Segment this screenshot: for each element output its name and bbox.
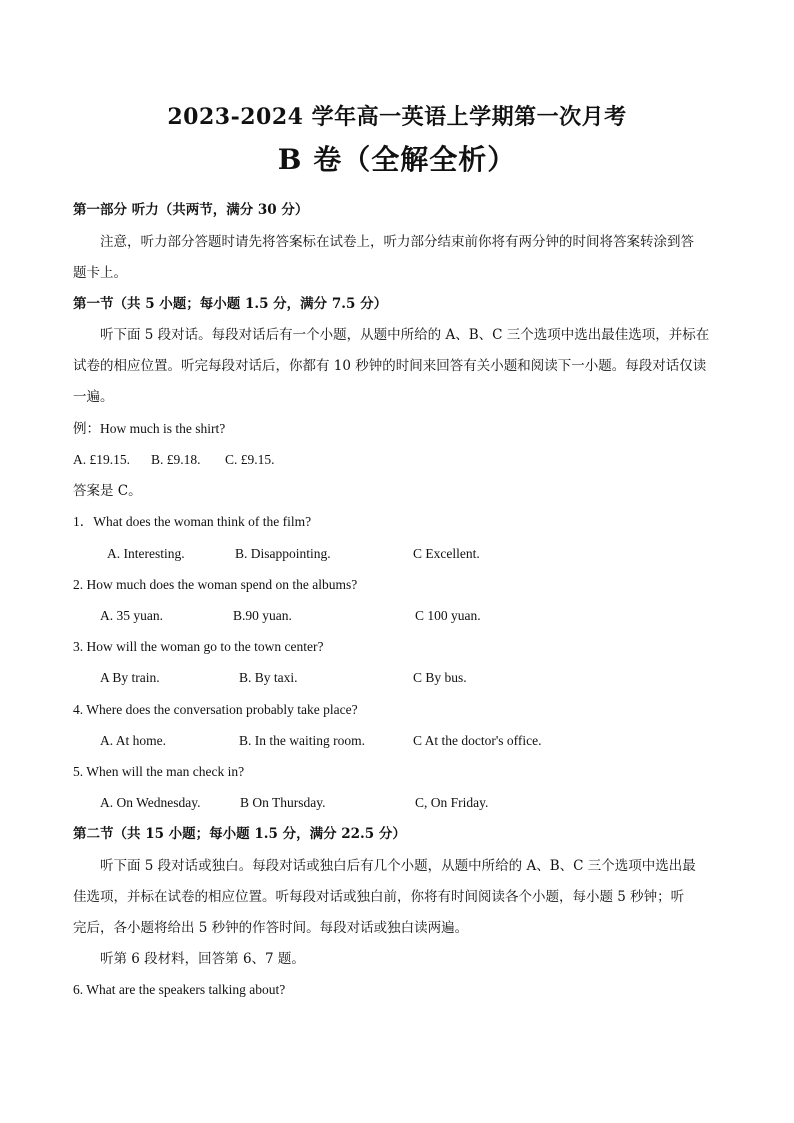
example-option-b: B. £9.18. [151,452,201,467]
part1-note-line1: 注意，听力部分答题时请先将答案标在试卷上，听力部分结束前你将有两分钟的时间将答案转涂到答 [100,234,694,250]
section1-intro-line3: 一遍。 [73,389,114,405]
q3-option-b: B. By taxi. [239,670,298,685]
section1-heading: 第一节（共 5 小题；每小题 1.5 分，满分 7.5 分） [73,296,388,312]
document-title: 2023-2024 学年高一英语上学期第一次月考 [167,104,627,130]
question-1: 1．What does the woman think of the film? [73,514,312,529]
section2-intro-line3: 完后，各小题将给出 5 秒钟的作答时间。每段对话或独白读两遍。 [73,920,469,936]
question-6: 6. What are the speakers talking about? [73,982,286,997]
section2-heading: 第二节（共 15 小题；每小题 1.5 分，满分 22.5 分） [73,826,406,842]
example-option-a: A. £19.15. [73,452,130,467]
q3-option-c: C By bus. [413,670,467,685]
material-instruction: 听第 6 段材料，回答第 6、7 题。 [100,951,305,967]
q5-option-b: B On Thursday. [240,795,326,810]
question-2: 2. How much does the woman spend on the albums? [73,577,358,592]
example-answer: 答案是 C。 [73,483,142,499]
section1-intro-line2: 试卷的相应位置。听完每段对话后，你都有 10 秒钟的时间来回答有关小题和阅读下一小题。每段对话仅读 [73,358,707,374]
section2-intro-line1: 听下面 5 段对话或独白。每段对话或独白后有几个小题，从题中所给的 A、B、C 三个选项中选出最 [100,858,696,874]
q2-option-a: A. 35 yuan. [100,608,163,623]
question-3: 3. How will the woman go to the town center? [73,639,324,654]
q4-option-c: C At the doctor's office. [413,733,542,748]
example-option-c: C. £9.15. [225,452,275,467]
part1-note-line2: 题卡上。 [73,265,127,281]
section2-intro-line2: 佳选项，并标在试卷的相应位置。听每段对话或独白前，你将有时间阅读各个小题，每小题 5 秒钟；听 [73,889,685,905]
question-5: 5. When will the man check in? [73,764,245,779]
part1-heading: 第一部分 听力（共两节，满分 30 分） [73,202,309,218]
section1-intro-line1: 听下面 5 段对话。每段对话后有一个小题，从题中所给的 A、B、C 三个选项中选出最佳选项，并标在 [100,327,710,343]
q3-option-a: A By train. [100,670,160,685]
q5-option-c: C, On Friday. [415,795,489,810]
document-subtitle: B 卷（全解全析） [277,143,517,176]
q4-option-a: A. At home. [100,733,166,748]
q1-option-c: C Excellent. [413,546,480,561]
q4-option-b: B. In the waiting room. [239,733,365,748]
q1-option-a: A. Interesting. [107,546,185,561]
q5-option-a: A. On Wednesday. [100,795,201,810]
q2-option-b: B.90 yuan. [233,608,292,623]
q2-option-c: C 100 yuan. [415,608,481,623]
example-question: 例：How much is the shirt? [73,421,226,436]
q1-option-b: B. Disappointing. [235,546,331,561]
question-4: 4. Where does the conversation probably take place? [73,702,358,717]
